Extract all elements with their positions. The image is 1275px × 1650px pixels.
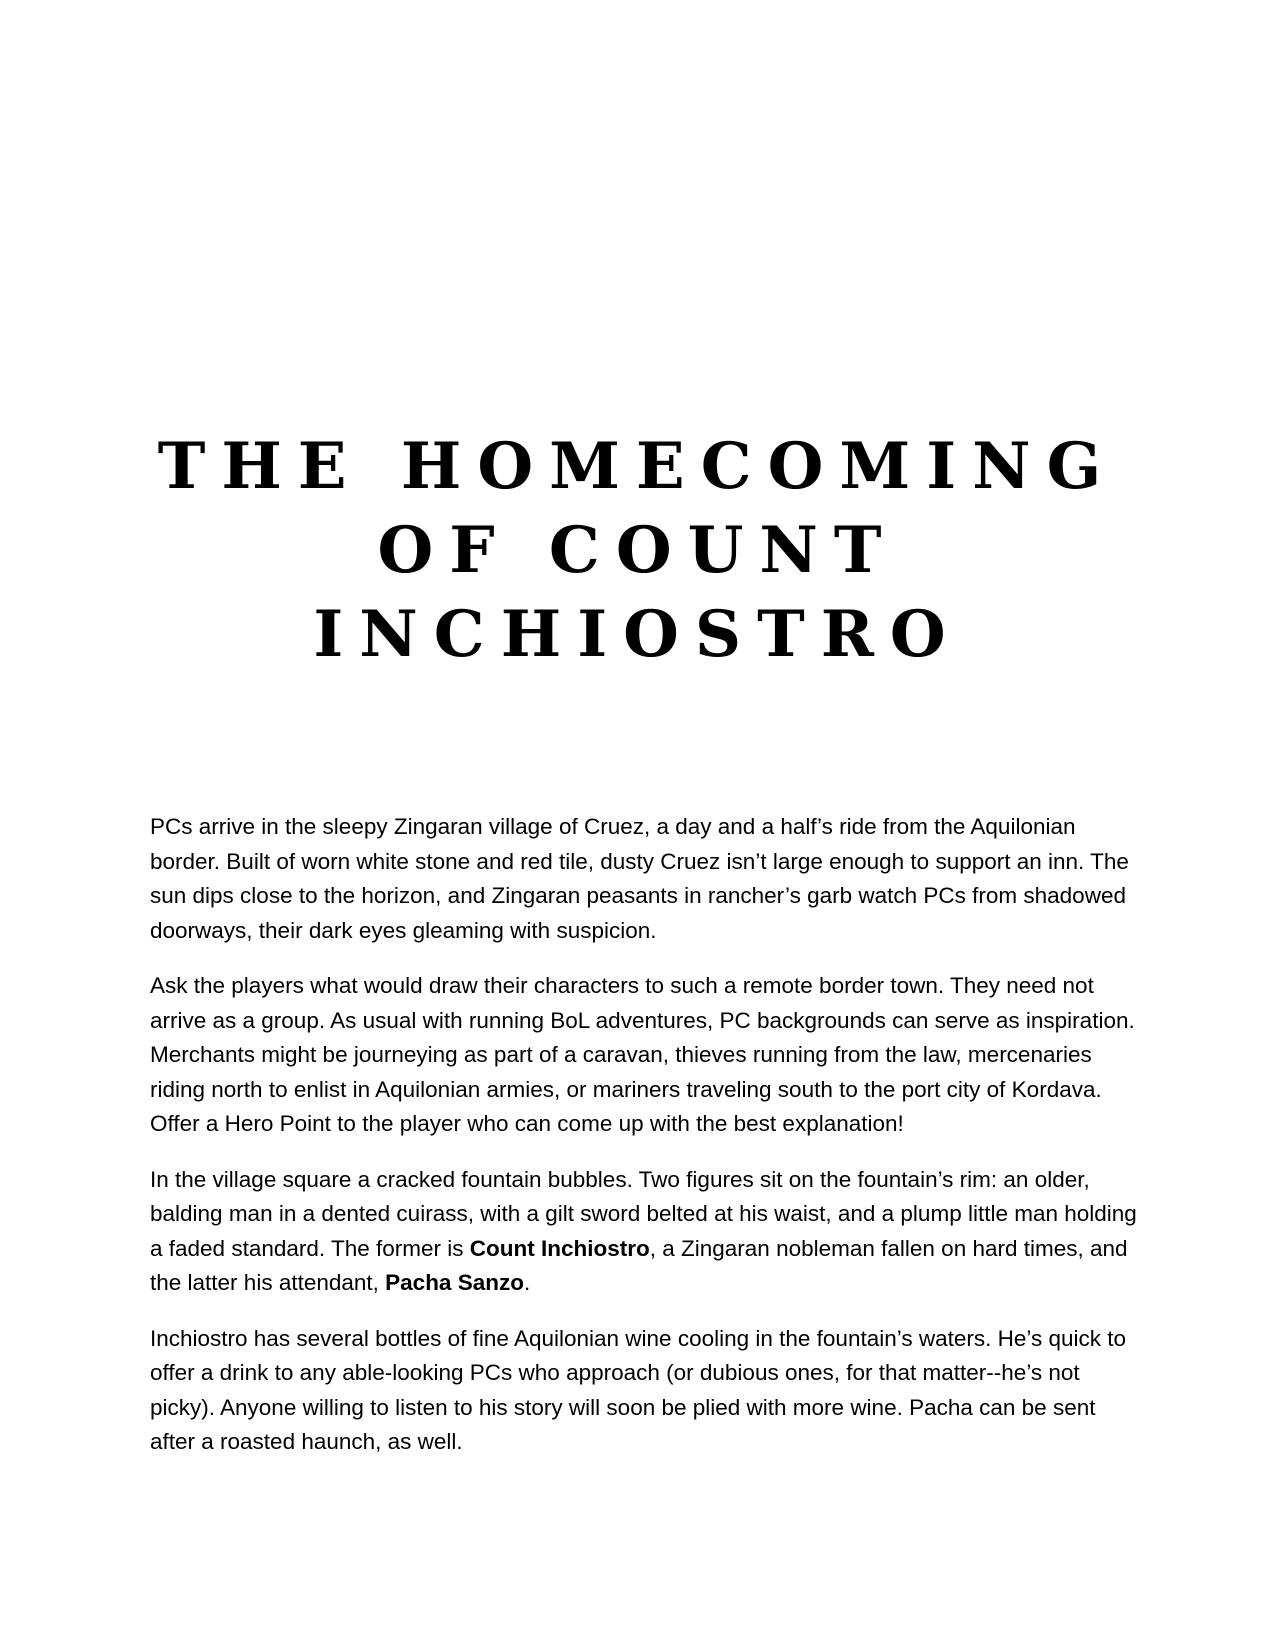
paragraph-fountain-text-2: , a Zingaran nobleman fallen on hard times, and the latter his attendant, xyxy=(150,1235,1128,1295)
paragraph-fountain-text-1: In the village square a cracked fountain bubbles. Two figures sit on the fountain’s rim: an older, balding man in a dented cuirass, with a gilt sword belted at his waist, and a plump little man holding a faded standard. The former is xyxy=(150,1166,1137,1261)
paragraph-fountain xyxy=(150,1163,1140,1301)
title-line-2: OF COUNT xyxy=(377,513,898,588)
body-text xyxy=(150,810,1140,1481)
npc-name-count-inchiostro: Count Inchiostro xyxy=(469,1235,650,1261)
page-title xyxy=(110,425,1165,677)
title-line-3: INCHIOSTRO xyxy=(313,597,962,672)
npc-name-pacha-sanzo: Pacha Sanzo xyxy=(385,1270,524,1295)
paragraph-players: Ask the players what would draw their characters to such a remote border town. They need not arrive as a group. As usual with running BoL adventures, PC backgrounds can serve as inspiration. Merchants might be journeying as part of a caravan, thieves running from the law, mercenaries riding north to enlist in Aquilonian armies, or mariners traveling south to the port city of Kordava. Offer a Hero Point to the player who can come up with the best explanation! xyxy=(150,973,1135,1136)
title-line-1: THE HOMECOMING xyxy=(157,429,1118,504)
paragraph-wine: Inchiostro has several bottles of fine Aquilonian wine cooling in the fountain’s waters. He’s quick to offer a drink to any able-looking PCs who approach (or dubious ones, for that matter--he’s not picky). Anyone willing to listen to his story will soon be plied with more wine. Pacha can be sent after a roasted haunch, as well. xyxy=(150,1325,1126,1454)
paragraph-arrival: PCs arrive in the sleepy Zingaran village of Cruez, a day and a half’s ride from the Aquilonian border. Built of worn white stone and red tile, dusty Cruez isn’t large enough to support an inn. The sun dips close to the horizon, and Zingaran peasants in rancher’s garb watch PCs from shadowed doorways, their dark eyes gleaming with suspicion. xyxy=(150,814,1129,943)
paragraph-fountain-text-3: . xyxy=(523,1270,531,1295)
